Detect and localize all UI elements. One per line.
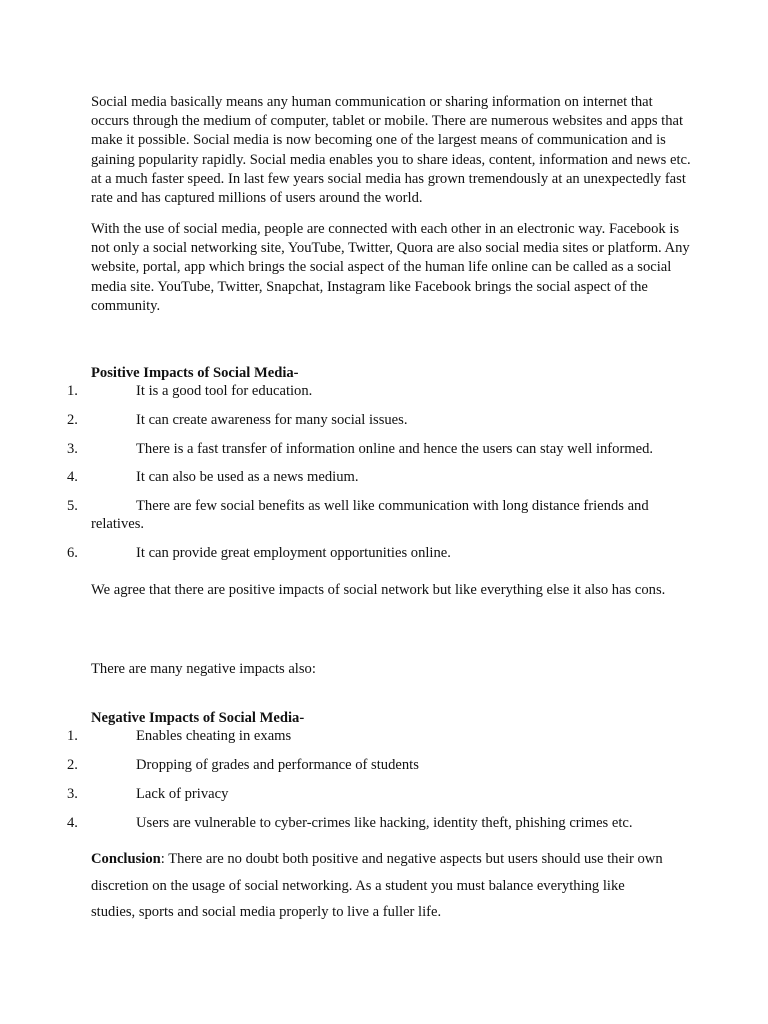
- conclusion-text: : There are no doubt both positive and negative aspects but users should use their own discretion on the usage of social networking. As a student you must balance everything like studies, sports and social media properly to live a fuller life.: [91, 851, 663, 920]
- list-number: 3.: [67, 441, 78, 457]
- list-number: 5.: [67, 498, 78, 514]
- list-item-text: There is a fast transfer of information online and hence the users can stay well informed.: [136, 441, 654, 457]
- list-item-text: It is a good tool for education.: [136, 383, 313, 399]
- list-number: 2.: [67, 757, 78, 773]
- list-number: 4.: [67, 815, 78, 831]
- list-item-text: Enables cheating in exams: [136, 728, 292, 744]
- list-number: 1.: [67, 383, 78, 399]
- conclusion-label: Conclusion: [91, 851, 161, 867]
- list-item-text: Lack of privacy: [136, 786, 229, 802]
- list-item-text: It can provide great employment opportunities online.: [136, 545, 451, 561]
- negative-intro-line: There are many negative impacts also:: [91, 661, 316, 677]
- negative-impacts-heading: Negative Impacts of Social Media-: [91, 710, 305, 726]
- positive-impacts-heading: Positive Impacts of Social Media-: [91, 365, 299, 381]
- list-number: 2.: [67, 412, 78, 428]
- list-item-text: Dropping of grades and performance of students: [136, 757, 419, 773]
- intro-paragraph-2: With the use of social media, people are connected with each other in an electronic way. Facebook is not only a social networking site, YouTube, Twitter, Quora are also social media sites or platform. Any website, portal, app which brings the social aspect of the human life online can be called as a social media site. YouTube, Twitter, Snapchat, Instagram like Facebook brings the social aspect of the community.: [91, 221, 690, 314]
- list-item-text: It can also be used as a news medium.: [136, 469, 359, 485]
- transition-paragraph: We agree that there are positive impacts of social network but like everything else it also has cons.: [91, 582, 666, 598]
- list-item-text: Users are vulnerable to cyber-crimes like hacking, identity theft, phishing crimes etc.: [136, 815, 633, 831]
- conclusion-paragraph: [91, 846, 671, 926]
- list-number: 3.: [67, 786, 78, 802]
- list-number: 4.: [67, 469, 78, 485]
- list-item-text: There are few social benefits as well like communication with long distance friends and relatives.: [91, 498, 649, 532]
- intro-paragraph-1: Social media basically means any human communication or sharing information on internet that occurs through the medium of computer, tablet or mobile. There are numerous websites and apps that make it possible. Social media is now becoming one of the largest means of communication and is gaining popularity rapidly. Social media enables you to share ideas, content, information and news etc. at a much faster speed. In last few years social media has grown tremendously at an unexpectedly fast rate and has captured millions of users around the world.: [91, 94, 691, 207]
- list-number: 1.: [67, 728, 78, 744]
- list-item-text: It can create awareness for many social issues.: [136, 412, 408, 428]
- list-number: 6.: [67, 545, 78, 561]
